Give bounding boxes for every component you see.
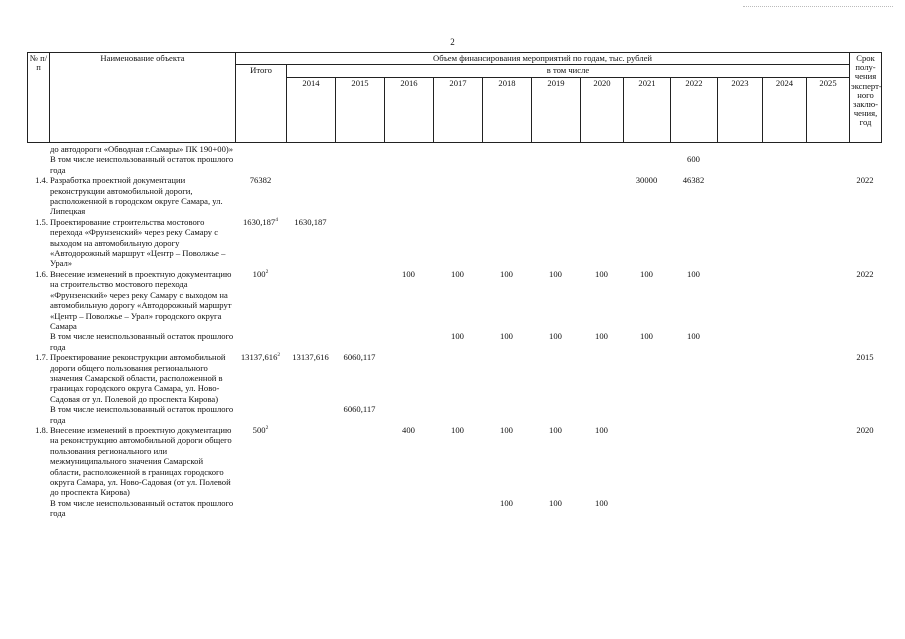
year-value-2021	[623, 498, 670, 519]
total-value	[235, 144, 286, 154]
year-value-2021	[623, 404, 670, 425]
year-value-2020	[580, 154, 623, 175]
year-value-2023	[717, 217, 762, 269]
year-header-2022: 2022	[671, 78, 718, 143]
col-no-header: № п/п	[28, 53, 50, 143]
year-value-2020	[580, 404, 623, 425]
object-name: В том числе неиспользованный остаток прошлого года	[50, 404, 234, 425]
year-value-2016: 400	[402, 424, 415, 435]
row-number	[27, 331, 49, 352]
year-value-2022	[670, 425, 717, 498]
year-value-2017	[433, 498, 482, 519]
year-header-2014: 2014	[287, 78, 336, 143]
row-number: 1.6.	[35, 268, 48, 279]
total-value	[235, 352, 286, 404]
year-value-2016	[384, 498, 433, 519]
year-value-2019: 100	[549, 331, 562, 342]
year-value-2020: 100	[595, 331, 608, 342]
object-name: Проектирование реконструкции автомобильной дороги общего пользования регионального значения Самарской области, расположенной в границах городского округа Самара, ул. Ново-Садовая от ул. Полевой до проспекта Кирова)	[50, 352, 226, 404]
year-value-2024	[762, 154, 806, 175]
year-value-2019	[531, 352, 580, 404]
expert-term	[849, 154, 881, 175]
total-value	[235, 217, 286, 269]
year-value-2014	[286, 331, 335, 352]
object-name: до автодороги «Обводная г.Самары» ПК 190+00)»	[50, 144, 234, 154]
year-value-2025	[806, 404, 849, 425]
year-value-2025	[806, 175, 849, 217]
table-row	[27, 154, 881, 175]
year-header-2016: 2016	[385, 78, 434, 143]
footnote-mark: 2	[265, 268, 269, 275]
scan-artifact-line	[743, 6, 893, 7]
year-value-2015	[335, 175, 384, 217]
year-value-2024	[762, 269, 806, 331]
year-value-2019	[531, 144, 580, 154]
year-value-2016	[384, 352, 433, 404]
expert-term: 2015	[856, 352, 874, 363]
year-value-2014	[286, 154, 335, 175]
total-value	[235, 269, 286, 331]
row-number: 1.7.	[35, 352, 48, 363]
year-value-2016	[384, 144, 433, 154]
year-header-2023: 2023	[718, 78, 763, 143]
year-value-2022: 100	[687, 268, 700, 279]
year-value-2017: 100	[451, 268, 464, 279]
year-value-2021	[623, 217, 670, 269]
expert-term	[849, 217, 881, 269]
total-value	[235, 425, 286, 498]
table-row	[27, 217, 881, 269]
year-value-2023	[717, 175, 762, 217]
year-value-2020: 100	[595, 268, 608, 279]
year-header-2017: 2017	[434, 78, 483, 143]
row-number: 1.8.	[35, 424, 48, 435]
year-value-2015	[335, 331, 384, 352]
year-value-2017: 100	[451, 424, 464, 435]
year-value-2024	[762, 217, 806, 269]
year-value-2016	[384, 404, 433, 425]
year-value-2015	[335, 217, 384, 269]
year-value-2018: 100	[500, 268, 513, 279]
row-number	[27, 498, 49, 519]
year-value-2015	[335, 144, 384, 154]
year-value-2015	[335, 425, 384, 498]
year-value-2018: 100	[500, 497, 513, 508]
year-value-2014	[286, 144, 335, 154]
year-value-2015	[335, 498, 384, 519]
table-row	[27, 175, 881, 217]
year-value-2017	[433, 144, 482, 154]
year-value-2024	[762, 425, 806, 498]
row-number	[27, 404, 49, 425]
year-value-2021: 100	[640, 331, 653, 342]
table-row	[27, 352, 881, 404]
year-value-2025	[806, 331, 849, 352]
year-value-2024	[762, 352, 806, 404]
year-value-2021	[623, 154, 670, 175]
year-value-2023	[717, 352, 762, 404]
year-value-2025	[806, 217, 849, 269]
total-amount: 76382	[249, 175, 272, 186]
year-value-2014	[286, 498, 335, 519]
expert-term	[849, 498, 881, 519]
year-value-2015: 6060,117	[343, 352, 376, 363]
row-number: 1.5.	[35, 216, 48, 227]
table-body	[27, 144, 881, 519]
year-value-2017	[433, 352, 482, 404]
year-value-2015	[335, 269, 384, 331]
year-value-2014	[286, 425, 335, 498]
row-number	[27, 154, 49, 175]
total-value	[235, 154, 286, 175]
total-amount: 13137,616	[240, 352, 278, 363]
year-value-2019: 100	[549, 424, 562, 435]
year-value-2019	[531, 404, 580, 425]
expert-term: 2022	[856, 268, 874, 279]
year-value-2025	[806, 144, 849, 154]
row-number: 1.4.	[35, 175, 48, 186]
year-value-2017	[433, 154, 482, 175]
year-value-2018	[482, 175, 531, 217]
object-name: Внесение изменений в проектную документацию на строительство мостового перехода «Фрунзенский» через реку Самару с выходом на автомобильную дорогу «Автодорожный маршрут «Центр – Поволжье – Урал» городского округа Самара	[50, 268, 232, 331]
table-row	[27, 404, 881, 425]
year-value-2018	[482, 144, 531, 154]
expert-term: 2022	[856, 175, 874, 186]
year-value-2018	[482, 352, 531, 404]
year-value-2024	[762, 331, 806, 352]
year-value-2019	[531, 217, 580, 269]
year-value-2016: 100	[402, 268, 415, 279]
page-number: 2	[450, 37, 455, 47]
year-value-2023	[717, 144, 762, 154]
year-value-2022	[670, 144, 717, 154]
year-value-2022	[670, 352, 717, 404]
year-value-2025	[806, 498, 849, 519]
expert-term	[849, 404, 881, 425]
year-value-2016	[384, 154, 433, 175]
year-header-2019: 2019	[532, 78, 581, 143]
year-value-2020	[580, 175, 623, 217]
year-header-2025: 2025	[807, 78, 850, 143]
year-value-2014	[286, 175, 335, 217]
year-value-2022	[670, 404, 717, 425]
col-including-header: в том числе	[287, 65, 850, 78]
year-header-2021: 2021	[624, 78, 671, 143]
col-name-header: Наименование объекта	[50, 53, 236, 143]
expert-term	[849, 144, 881, 154]
year-value-2018: 100	[500, 424, 513, 435]
year-value-2021: 100	[640, 268, 653, 279]
year-value-2020: 100	[595, 424, 608, 435]
object-name: Проектирование строительства мостового перехода «Фрунзенский» через реку Самару с выходом на автомобильную дорогу «Автодорожный маршрут «Центр – Поволжье – Урал»	[50, 216, 226, 269]
table-row	[27, 425, 881, 498]
year-value-2022: 46382	[682, 175, 705, 186]
table-row	[27, 498, 881, 519]
year-value-2024	[762, 144, 806, 154]
year-value-2022	[670, 217, 717, 269]
expert-term	[849, 331, 881, 352]
expert-term: 2020	[856, 424, 874, 435]
year-value-2025	[806, 425, 849, 498]
year-value-2017	[433, 404, 482, 425]
year-value-2021	[623, 352, 670, 404]
total-value	[235, 175, 286, 217]
year-value-2022: 100	[687, 331, 700, 342]
year-value-2024	[762, 498, 806, 519]
year-value-2014	[286, 404, 335, 425]
object-name: В том числе неиспользованный остаток прошлого года	[50, 154, 234, 175]
year-value-2022: 600	[687, 154, 700, 165]
year-value-2018	[482, 217, 531, 269]
year-value-2025	[806, 269, 849, 331]
total-value	[235, 498, 286, 519]
table-row	[27, 269, 881, 331]
year-value-2023	[717, 154, 762, 175]
total-value	[235, 404, 286, 425]
col-total-header: Итого	[236, 65, 287, 143]
total-amount: 500	[252, 424, 266, 435]
year-value-2023	[717, 498, 762, 519]
total-value	[235, 331, 286, 352]
year-value-2024	[762, 404, 806, 425]
year-value-2019: 100	[549, 497, 562, 508]
year-value-2023	[717, 331, 762, 352]
year-value-2017: 100	[451, 331, 464, 342]
year-value-2024	[762, 175, 806, 217]
year-value-2021	[623, 144, 670, 154]
year-header-2015: 2015	[336, 78, 385, 143]
year-header-2018: 2018	[483, 78, 532, 143]
year-value-2020	[580, 217, 623, 269]
year-value-2020: 100	[595, 497, 608, 508]
footnote-mark: 2	[265, 424, 269, 431]
year-value-2014	[286, 269, 335, 331]
object-name: В том числе неиспользованный остаток прошлого года	[50, 497, 234, 519]
year-value-2017	[433, 217, 482, 269]
table-header	[27, 52, 882, 143]
year-value-2015	[335, 154, 384, 175]
year-value-2021: 30000	[635, 175, 658, 186]
year-value-2023	[717, 269, 762, 331]
year-value-2018	[482, 154, 531, 175]
year-value-2021	[623, 425, 670, 498]
year-value-2025	[806, 352, 849, 404]
year-value-2018: 100	[500, 331, 513, 342]
year-value-2019	[531, 175, 580, 217]
year-value-2016	[384, 175, 433, 217]
object-name: Внесение изменений в проектную документацию на реконструкцию автомобильной дороги общего пользования регионального или межмуниципального значения Самарской области, расположенной в границах городского округа Самара, ул. Ново-Садовая (от ул. Полевой до проспекта Кирова)	[50, 424, 232, 498]
footnote-mark: 2	[277, 352, 281, 359]
year-header-2024: 2024	[763, 78, 807, 143]
year-value-2023	[717, 404, 762, 425]
year-value-2014: 1630,187	[294, 216, 327, 227]
year-value-2016	[384, 331, 433, 352]
year-value-2015: 6060,117	[343, 404, 376, 415]
year-value-2025	[806, 154, 849, 175]
footnote-mark: 4	[275, 216, 278, 223]
object-name: Разработка проектной документации реконструкции автомобильной дороги, расположенной в городском округе Самара, ул. Липецкая	[50, 175, 223, 217]
year-value-2020	[580, 352, 623, 404]
year-value-2019	[531, 154, 580, 175]
year-header-2020: 2020	[581, 78, 624, 143]
year-value-2023	[717, 425, 762, 498]
table-row	[27, 144, 881, 154]
object-name: В том числе неиспользованный остаток прошлого года	[50, 331, 234, 352]
year-value-2020	[580, 144, 623, 154]
year-value-2018	[482, 404, 531, 425]
year-value-2017	[433, 175, 482, 217]
col-financing-header: Объем финансирования мероприятий по годам, тыс. рублей	[236, 53, 850, 65]
table-row	[27, 331, 881, 352]
col-term-header: Срок полу-чения эксперт-ного заклю-чения, год	[850, 53, 882, 143]
year-value-2014: 13137,616	[292, 352, 329, 363]
total-amount: 1630,187	[243, 216, 276, 227]
row-number	[27, 144, 49, 154]
total-amount: 100	[252, 268, 266, 279]
year-value-2019: 100	[549, 268, 562, 279]
year-value-2022	[670, 498, 717, 519]
year-value-2016	[384, 217, 433, 269]
